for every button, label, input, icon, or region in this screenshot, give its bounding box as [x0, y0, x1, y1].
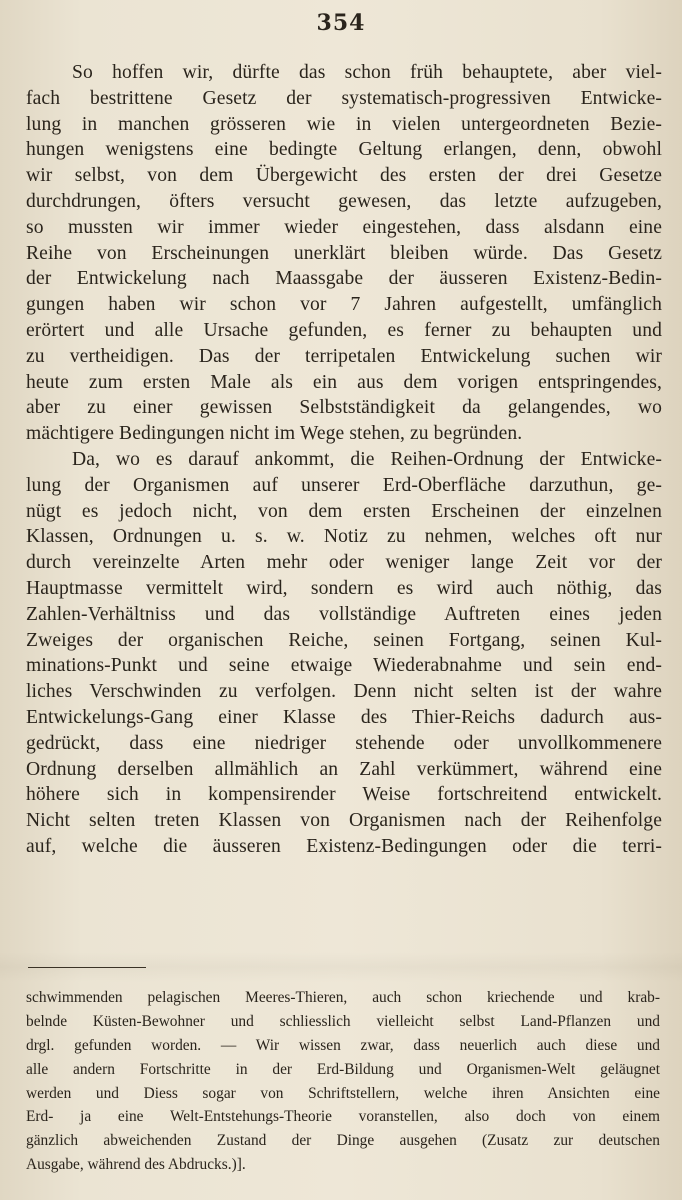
text-line: so mussten wir immer wieder eingestehen, dass alsdann eine: [26, 216, 662, 238]
paragraph-2: [26, 447, 662, 860]
text-line: der Entwickelung nach Maassgabe der äusseren Existenz-Bedin-: [26, 268, 662, 290]
page-number: 354: [316, 10, 366, 36]
text-line: nügt es jedoch nicht, von dem ersten Erscheinen der einzelnen: [26, 500, 662, 522]
text-line: gedrückt, dass eine niedriger stehende oder unvollkommenere: [26, 732, 662, 754]
footnote-separator: [28, 967, 146, 968]
text-line: So hoffen wir, dürfte das schon früh behauptete, aber viel-: [72, 62, 662, 83]
footnote-line: schwimmenden pelagischen Meeres-Thieren, auch schon kriechende und krab-: [26, 989, 660, 1006]
text-line: Zweiges der organischen Reiche, seinen Fortgang, seinen Kul-: [26, 629, 662, 651]
text-line: erörtert und alle Ursache gefunden, es ferner zu behaupten und: [26, 319, 662, 341]
text-line: aber zu einer gewissen Selbstständigkeit da gelangendes, wo: [26, 397, 662, 419]
text-line: hungen wenigstens eine bedingte Geltung erlangen, denn, obwohl: [26, 139, 662, 161]
text-line: Zahlen-Verhältniss und das vollständige Auftreten eines jeden: [26, 603, 662, 625]
text-line: höhere sich in kompensirender Weise fortschreitend entwickelt.: [26, 784, 662, 806]
text-line: Reihe von Erscheinungen unerklärt bleiben würde. Das Gesetz: [26, 242, 662, 264]
text-line: Klassen, Ordnungen u. s. w. Notiz zu nehmen, welches oft nur: [26, 526, 662, 548]
footnote-line: belnde Küsten-Bewohner und schliesslich vielleicht selbst Land-Pflanzen und: [26, 1012, 660, 1030]
text-line: durchdrungen, öfters versucht gewesen, das letzte aufzugeben,: [26, 190, 662, 212]
text-line: mächtigere Bedingungen nicht im Wege stehen, zu begründen.: [26, 423, 523, 445]
footnote-line: drgl. gefunden worden. — Wir wissen zwar, dass neuerlich auch diese und: [26, 1036, 660, 1054]
paragraph-1: [26, 60, 662, 447]
text-line: liches Verschwinden zu verfolgen. Denn nicht selten ist der wahre: [26, 681, 662, 703]
text-line: gungen haben wir schon vor 7 Jahren aufgestellt, umfänglich: [26, 294, 662, 316]
footnote-line: alle andern Fortschritte in der Erd-Bildung und Organismen-Welt geläugnet: [26, 1060, 660, 1078]
text-line: lung in manchen grösseren wie in vielen untergeordneten Bezie-: [26, 113, 662, 135]
text-line: Ordnung derselben allmählich an Zahl verkümmert, während eine: [26, 758, 662, 780]
text-line: Nicht selten treten Klassen von Organismen nach der Reihenfolge: [26, 810, 662, 832]
text-line: heute zum ersten Male als ein aus dem vorigen entspringendes,: [26, 371, 662, 393]
text-line: fach bestrittene Gesetz der systematisch-progressiven Entwicke-: [26, 87, 662, 109]
text-line: Entwickelungs-Gang einer Klasse des Thier-Reichs dadurch aus-: [26, 706, 662, 728]
footnote-line: Ausgabe, während des Abdrucks.)].: [26, 1156, 246, 1174]
footnote-line: gänzlich abweichenden Zustand der Dinge ausgehen (Zusatz zur deutschen: [26, 1132, 660, 1150]
text-line: wir selbst, von dem Übergewicht des ersten der drei Gesetze: [26, 165, 662, 187]
text-line: Da, wo es darauf ankommt, die Reihen-Ordnung der Entwicke-: [72, 448, 662, 470]
text-line: zu vertheidigen. Das der terripetalen Entwickelung suchen wir: [26, 345, 662, 367]
text-line: auf, welche die äusseren Existenz-Bedingungen oder die terri-: [26, 835, 662, 857]
footnote: [26, 986, 660, 1177]
text-line: minations-Punkt und seine etwaige Wiederabnahme und sein end-: [26, 655, 662, 677]
main-text: [26, 60, 662, 860]
text-line: durch vereinzelte Arten mehr oder weniger lange Zeit vor der: [26, 552, 662, 574]
text-line: lung der Organismen auf unserer Erd-Oberfläche darzuthun, ge-: [26, 474, 662, 496]
text-line: Hauptmasse vermittelt wird, sondern es wird auch nöthig, das: [26, 577, 662, 599]
footnote-line: werden und Diess sogar von Schriftstellern, welche ihren Ansichten eine: [26, 1084, 660, 1102]
footnote-line: Erd- ja eine Welt-Entstehungs-Theorie voranstellen, also doch von einem: [26, 1108, 660, 1126]
